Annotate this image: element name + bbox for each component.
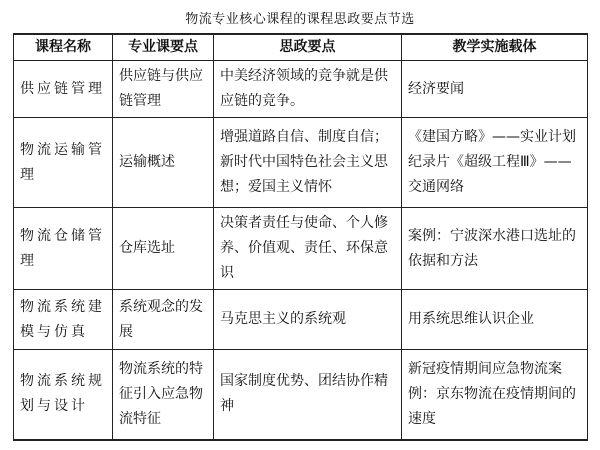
header-course-name: 课程名称 (14, 34, 113, 61)
teaching-carrier-cell: 《建国方略》——实业计划纪录片《超级工程Ⅲ》——交通网络 (402, 118, 588, 208)
table-row (14, 350, 588, 440)
header-professional-points: 专业课要点 (113, 34, 214, 61)
professional-point-cell: 供应链与供应链管理 (113, 61, 214, 118)
professional-point-cell: 仓库选址 (113, 208, 214, 290)
table-row (14, 61, 588, 118)
ideology-points-table (13, 33, 588, 441)
professional-point-cell: 物流系统的特征引入应急物流特征 (113, 350, 214, 440)
ideology-point-cell: 增强道路自信、制度自信；新时代中国特色社会主义思想；爱国主义情怀 (214, 118, 402, 208)
ideology-point-cell: 马克思主义的系统观 (214, 290, 402, 350)
table-row (14, 290, 588, 350)
course-name-cell: 物流系统建模与仿真 (14, 290, 113, 350)
teaching-carrier-cell: 案例：宁波深水港口选址的依据和方法 (402, 208, 588, 290)
professional-point-cell: 运输概述 (113, 118, 214, 208)
header-ideology-points: 思政要点 (214, 34, 402, 61)
course-name-cell: 物流运输管理 (14, 118, 113, 208)
page-title: 物流专业核心课程的课程思政要点节选 (185, 12, 415, 27)
course-name-cell: 物流系统规划与设计 (14, 350, 113, 440)
header-teaching-carrier: 教学实施载体 (402, 34, 588, 61)
ideology-point-cell: 中美经济领域的竞争就是供应链的竞争。 (214, 61, 402, 118)
ideology-point-cell: 决策者责任与使命、个人修养、价值观、责任、环保意识 (214, 208, 402, 290)
teaching-carrier-cell: 新冠疫情期间应急物流案例：京东物流在疫情期间的速度 (402, 350, 588, 440)
course-name-cell: 供应链管理 (14, 61, 113, 118)
table-header-row (14, 34, 588, 61)
teaching-carrier-cell: 经济要闻 (402, 61, 588, 118)
table-row (14, 208, 588, 290)
ideology-point-cell: 国家制度优势、团结协作精神 (214, 350, 402, 440)
professional-point-cell: 系统观念的发展 (113, 290, 214, 350)
course-name-cell: 物流仓储管理 (14, 208, 113, 290)
teaching-carrier-cell: 用系统思维认识企业 (402, 290, 588, 350)
table-row (14, 118, 588, 208)
